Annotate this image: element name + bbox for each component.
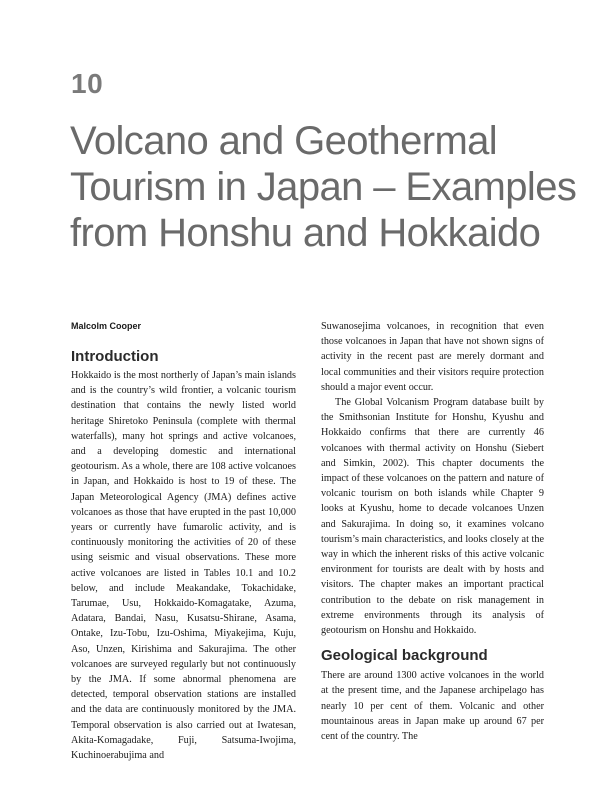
right-column [321, 319, 544, 744]
author-name: Malcolm Cooper [71, 321, 142, 331]
section-heading-introduction: Introduction [71, 348, 159, 365]
chapter-number: 10 [71, 68, 104, 99]
chapter-title-line: from Honshu and Hokkaido [70, 211, 541, 255]
body-paragraph: Suwanosejima volcanoes, in recognition that even those volcanoes in Japan that have not shown signs of activity in the recent past are merely dormant and local communities and their visitors require protection should a major event occur. [321, 321, 544, 393]
chapter-title [70, 118, 590, 256]
left-column [71, 348, 296, 763]
body-paragraph: The Global Volcanism Program database built by the Smithsonian Institute for Honshu, Kyushu and Hokkaido confirms that there are currently 46 volcanoes with thermal activity on Honshu (Siebert and Simkin, 2002). This chapter documents the impact of these volcanoes on the pattern and nature of volcanic tourism on both islands while Chapter 9 looks at Kyushu, home to decade volcanoes Unzen and Sakurajima. In doing so, it examines volcano tourism’s main characteristics, and looks closely at the way in which the inherent risks of this active volcanic environment for tourists are dealt with by hosts and visitors. The chapter makes an important practical contribution to the debate on risk management in extreme environments through its analysis of geotourism on Honshu and Hokkaido. [321, 397, 544, 637]
body-paragraph: There are around 1300 active volcanoes in the world at the present time, and the Japanese archipelago has nearly 10 per cent of them. Volcanic and other mountainous areas in Japan make up around 67 per cent of the country. The [321, 670, 544, 743]
chapter-title-line: Tourism in Japan – Examples [70, 165, 577, 209]
chapter-title-line: Volcano and Geothermal [70, 119, 498, 163]
body-paragraph: Hokkaido is the most northerly of Japan’s main islands and is the country’s wild frontier, a volcanic tourism destination that contains the newly listed world heritage Shiretoko Peninsula (complete with thermal waterfalls), many hot springs and active volcanoes, and a developing domestic and international geotourism. As a whole, there are 108 active volcanoes in Japan, and Hokkaido is host to 19 of these. The Japan Meteorological Agency (JMA) defines active volcanoes as those that have erupted in the past 10,000 years or currently have fumarolic activity, and is continuously monitoring the activities of 20 of these using seismic and visual observations. These more active volcanoes are listed in Tables 10.1 and 10.2 below, and include Meakandake, Tokachidake, Tarumae, Usu, Hokkaido-Komagatake, Azuma, Adatara, Bandai, Nasu, Kusatsu-Shirane, Asama, Ontake, Izu-Tobu, Izu-Oshima, Miyakejima, Kuju, Aso, Unzen, Kirishima and Sakurajima. The other volcanoes are surveyed regularly but not continuously by the JMA. If some abnormal phenomena are detected, temporal observation stations are installed and the data are continuously monitored by the JMA. Temporal observation is also carried out at Iwatesan, Akita-Komagadake, Fuji, Satsuma-Iwojima, Kuchinoerabujima and [71, 370, 296, 762]
section-heading-geological-background: Geological background [321, 647, 488, 665]
